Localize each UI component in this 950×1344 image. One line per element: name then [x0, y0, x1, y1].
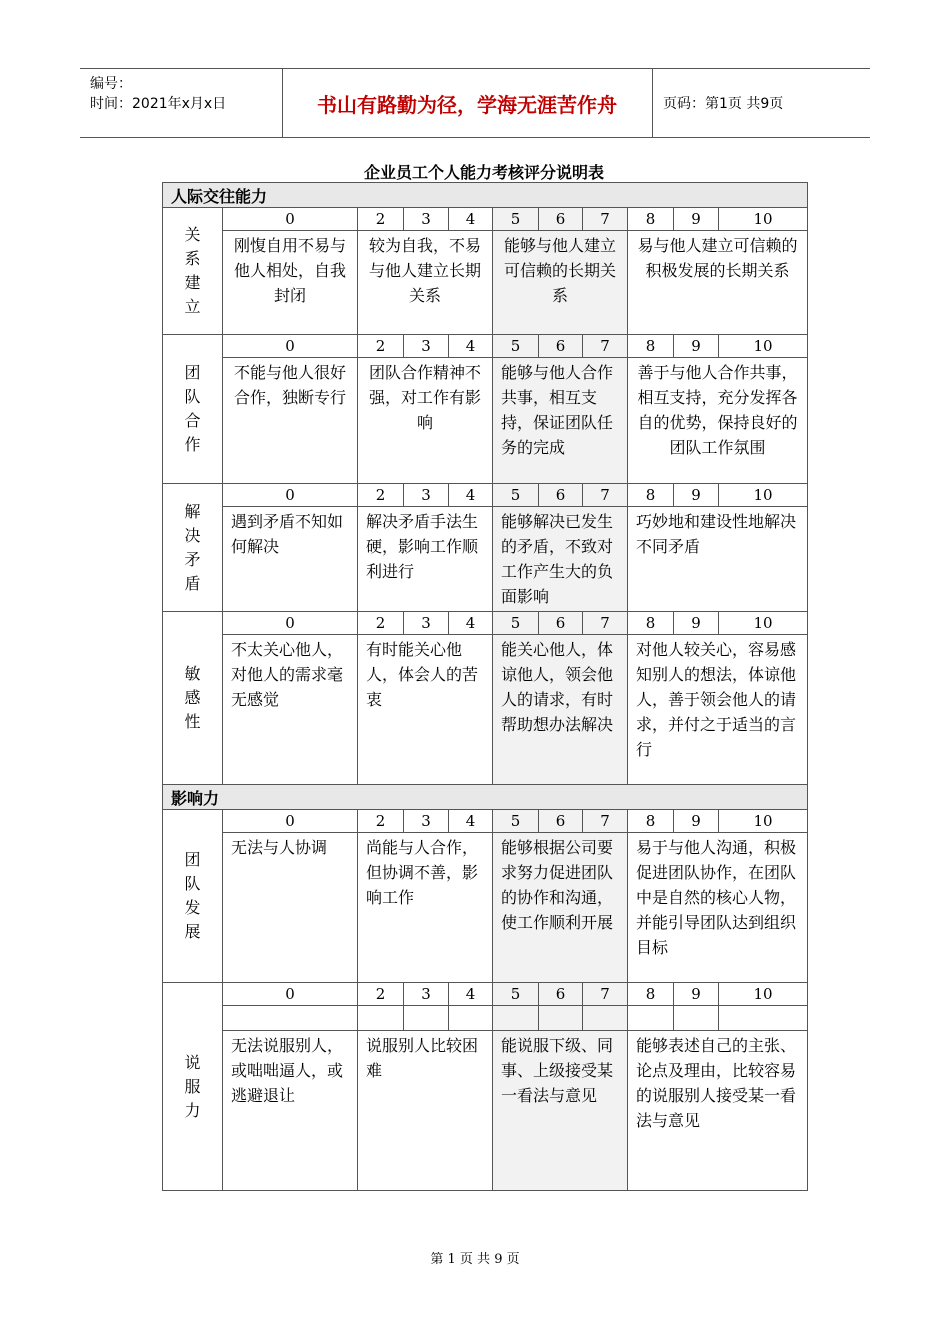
description-cell: 团队合作精神不强，对工作有影响 — [358, 358, 493, 484]
score-cell: 7 — [583, 484, 628, 507]
score-cell: 2 — [358, 335, 404, 358]
score-cell: 2 — [358, 484, 404, 507]
criterion-name: 敏感性 — [163, 612, 223, 785]
description-cell: 能够与他人合作共事，相互支持，保证团队任务的完成 — [493, 358, 628, 484]
description-cell: 解决矛盾手法生硬，影响工作顺利进行 — [358, 507, 493, 612]
description-cell: 易于与他人沟通，积极促进团队协作，在团队中是自然的核心人物，并能引导团队达到组织目标 — [628, 833, 808, 983]
blank-score-cell — [539, 1006, 583, 1031]
score-cell: 8 — [628, 208, 674, 231]
score-cell: 10 — [719, 612, 808, 635]
score-cell: 10 — [719, 208, 808, 231]
score-cell: 8 — [628, 335, 674, 358]
blank-score-cell — [223, 1006, 358, 1031]
score-cell: 8 — [628, 983, 674, 1006]
evaluation-table — [162, 182, 808, 1191]
page-header — [80, 68, 870, 138]
score-cell: 2 — [358, 983, 404, 1006]
score-cell: 0 — [223, 810, 358, 833]
blank-score-cell — [493, 1006, 539, 1031]
description-cell: 能够表述自己的主张、论点及理由，比较容易的说服别人接受某一看法与意见 — [628, 1031, 808, 1191]
score-cell: 9 — [674, 810, 719, 833]
score-cell: 0 — [223, 335, 358, 358]
description-cell: 能够根据公司要求努力促进团队的协作和沟通，使工作顺利开展 — [493, 833, 628, 983]
criterion-name: 解决矛盾 — [163, 484, 223, 612]
description-cell: 无法说服别人，或咄咄逼人，或逃避退让 — [223, 1031, 358, 1191]
description-cell: 说服别人比较困难 — [358, 1031, 493, 1191]
score-cell: 5 — [493, 983, 539, 1006]
description-cell: 能够与他人建立可信赖的长期关系 — [493, 231, 628, 335]
score-cell: 10 — [719, 484, 808, 507]
score-cell: 3 — [404, 810, 449, 833]
description-cell: 能说服下级、同事、上级接受某一看法与意见 — [493, 1031, 628, 1191]
blank-score-cell — [674, 1006, 719, 1031]
section-heading: 人际交往能力 — [163, 183, 808, 208]
score-cell: 0 — [223, 983, 358, 1006]
doc-date-label: 时间：2021年x月x日 — [90, 96, 227, 112]
score-cell: 9 — [674, 335, 719, 358]
score-cell: 4 — [449, 208, 493, 231]
score-cell: 2 — [358, 612, 404, 635]
blank-score-cell — [583, 1006, 628, 1031]
score-cell: 8 — [628, 810, 674, 833]
score-cell: 8 — [628, 612, 674, 635]
score-cell: 4 — [449, 484, 493, 507]
score-cell: 4 — [449, 983, 493, 1006]
criterion-name: 团队合作 — [163, 335, 223, 484]
score-cell: 2 — [358, 810, 404, 833]
score-cell: 4 — [449, 335, 493, 358]
blank-score-cell — [449, 1006, 493, 1031]
description-cell: 不能与他人很好合作，独断专行 — [223, 358, 358, 484]
description-cell: 不太关心他人，对他人的需求毫无感觉 — [223, 635, 358, 785]
score-cell: 0 — [223, 612, 358, 635]
score-cell: 3 — [404, 208, 449, 231]
doc-number-label: 编号： — [90, 76, 132, 92]
description-cell: 善于与他人合作共事，相互支持，充分发挥各自的优势，保持良好的团队工作氛围 — [628, 358, 808, 484]
score-cell: 7 — [583, 335, 628, 358]
score-cell: 6 — [539, 810, 583, 833]
score-cell: 7 — [583, 810, 628, 833]
score-cell: 4 — [449, 810, 493, 833]
section-heading: 影响力 — [163, 785, 808, 810]
page-title: 企业员工个人能力考核评分说明表 — [363, 163, 604, 182]
score-cell: 3 — [404, 484, 449, 507]
header-motto: 书山有路勤为径，学海无涯苦作舟 — [282, 69, 653, 137]
description-cell: 刚愎自用不易与他人相处，自我封闭 — [223, 231, 358, 335]
score-cell: 4 — [449, 612, 493, 635]
score-cell: 3 — [404, 335, 449, 358]
score-cell: 10 — [719, 983, 808, 1006]
score-cell: 5 — [493, 810, 539, 833]
score-cell: 2 — [358, 208, 404, 231]
blank-score-cell — [719, 1006, 808, 1031]
score-cell: 3 — [404, 983, 449, 1006]
description-cell: 能关心他人，体谅他人，领会他人的请求，有时帮助想办法解决 — [493, 635, 628, 785]
score-cell: 10 — [719, 335, 808, 358]
score-cell: 0 — [223, 484, 358, 507]
score-cell: 9 — [674, 983, 719, 1006]
score-cell: 9 — [674, 484, 719, 507]
blank-score-cell — [404, 1006, 449, 1031]
score-cell: 5 — [493, 484, 539, 507]
description-cell: 易与他人建立可信赖的积极发展的长期关系 — [628, 231, 808, 335]
score-cell: 6 — [539, 484, 583, 507]
description-cell: 尚能与人合作，但协调不善，影响工作 — [358, 833, 493, 983]
score-cell: 6 — [539, 208, 583, 231]
score-cell: 3 — [404, 612, 449, 635]
description-cell: 遇到矛盾不知如何解决 — [223, 507, 358, 612]
score-cell: 5 — [493, 208, 539, 231]
criterion-name: 关系建立 — [163, 208, 223, 335]
criterion-name: 团队发展 — [163, 810, 223, 983]
description-cell: 无法与人协调 — [223, 833, 358, 983]
score-cell: 0 — [223, 208, 358, 231]
description-cell: 对他人较关心，容易感知别人的想法，体谅他人，善于领会他人的请求，并付之于适当的言行 — [628, 635, 808, 785]
score-cell: 9 — [674, 208, 719, 231]
score-cell: 7 — [583, 208, 628, 231]
description-cell: 巧妙地和建设性地解决不同矛盾 — [628, 507, 808, 612]
score-cell: 6 — [539, 612, 583, 635]
blank-score-cell — [628, 1006, 674, 1031]
header-page-info: 页码：第1页 共9页 — [663, 96, 784, 112]
score-cell: 7 — [583, 612, 628, 635]
description-cell: 较为自我，不易与他人建立长期关系 — [358, 231, 493, 335]
criterion-name: 说服力 — [163, 983, 223, 1191]
blank-score-cell — [358, 1006, 404, 1031]
score-cell: 6 — [539, 335, 583, 358]
score-cell: 6 — [539, 983, 583, 1006]
score-cell: 9 — [674, 612, 719, 635]
score-cell: 5 — [493, 335, 539, 358]
score-cell: 7 — [583, 983, 628, 1006]
description-cell: 能够解决已发生的矛盾，不致对工作产生大的负面影响 — [493, 507, 628, 612]
page-footer: 第 1 页 共 9 页 — [430, 1252, 520, 1267]
score-cell: 10 — [719, 810, 808, 833]
header-meta — [80, 69, 283, 137]
score-cell: 8 — [628, 484, 674, 507]
description-cell: 有时能关心他人，体会人的苦衷 — [358, 635, 493, 785]
score-cell: 5 — [493, 612, 539, 635]
